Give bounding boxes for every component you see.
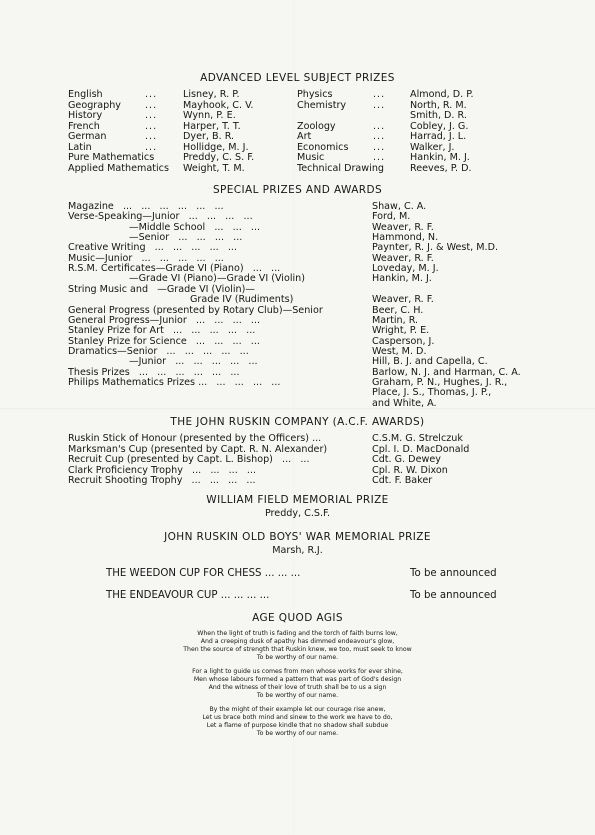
award-label: —Middle School ... ... ... bbox=[68, 221, 261, 233]
prize-winner: Lisney, R. P. bbox=[183, 89, 240, 100]
award-winner: Shaw, C. A. bbox=[372, 201, 427, 212]
award-winner: Hill, B. J. and Capella, C. bbox=[372, 356, 488, 368]
award-winner: Hammond, N. bbox=[372, 232, 439, 244]
leader-dots: ... bbox=[373, 120, 386, 132]
acf-award-winner: Cpl. I. D. MacDonald bbox=[372, 443, 470, 455]
prize-winner: Almond, D. P. bbox=[410, 89, 474, 100]
leader-dots: ... bbox=[145, 99, 158, 111]
subject-label: Geography bbox=[68, 99, 121, 111]
acf-award-winner: Cdt. G. Dewey bbox=[372, 454, 441, 465]
prize-winner: Harrad, J. L. bbox=[410, 131, 467, 142]
award-label: Philips Mathematics Prizes ... ... ... ... ... bbox=[68, 376, 281, 388]
award-label: —Senior ... ... ... ... bbox=[68, 232, 243, 244]
subject-label: Pure Mathematics bbox=[68, 152, 155, 163]
leader-dots: ... bbox=[373, 131, 386, 142]
leader-dots: ... bbox=[145, 120, 158, 132]
weedon-cup-value: To be announced bbox=[410, 568, 497, 579]
subject-label: Technical Drawing bbox=[297, 162, 384, 174]
award-label: —Junior ... ... ... ... ... bbox=[68, 356, 258, 368]
acf-award-winner: Cpl. R. W. Dixon bbox=[372, 464, 448, 476]
motto-heading: AGE QUOD AGIS bbox=[252, 612, 343, 624]
leader-dots: ... bbox=[145, 110, 158, 121]
award-winner: Weaver, R. F. bbox=[372, 252, 434, 264]
subject-label: Art bbox=[297, 131, 312, 142]
school-hymn-poem bbox=[0, 630, 595, 744]
poem-stanza bbox=[0, 706, 595, 738]
prize-winner: Hollidge, M. J. bbox=[183, 141, 249, 153]
award-winner: Weaver, R. F. bbox=[372, 221, 434, 233]
award-label: General Progress (presented by Rotary Club)—Senior bbox=[68, 304, 323, 316]
award-label: R.S.M. Certificates—Grade VI (Piano) ... ... bbox=[68, 263, 281, 275]
subject-label: Zoology bbox=[297, 120, 336, 132]
special-prizes-heading: SPECIAL PRIZES AND AWARDS bbox=[212, 184, 383, 196]
poem-line: Let us brace both mind and sinew to the work we have to do, bbox=[202, 714, 393, 721]
acf-award-winner: Cdt. F. Baker bbox=[372, 475, 433, 486]
field-memorial-heading: WILLIAM FIELD MEMORIAL PRIZE bbox=[206, 494, 389, 506]
acf-award-label: Ruskin Stick of Honour (presented by the Officers) ... bbox=[68, 433, 322, 444]
subject-label: Economics bbox=[297, 141, 349, 153]
poem-line: To be worthy of our name. bbox=[256, 692, 339, 699]
fold-crease-horizontal bbox=[0, 408, 595, 410]
subject-label: Music bbox=[297, 152, 325, 163]
award-winner: and White, A. bbox=[372, 397, 437, 409]
award-label: Dramatics—Senior ... ... ... ... ... bbox=[68, 345, 249, 357]
prize-winner: Smith, D. R. bbox=[410, 110, 467, 121]
prize-winner: Cobley, J. G. bbox=[410, 120, 469, 132]
leader-dots: ... bbox=[145, 89, 158, 100]
award-label: Verse-Speaking—Junior ... ... ... ... bbox=[68, 211, 253, 223]
prize-winner: Harper, T. T. bbox=[183, 120, 241, 132]
subject-label: History bbox=[68, 110, 103, 121]
poem-line: And a creeping dusk of apathy has dimmed endeavour's glow, bbox=[200, 638, 395, 645]
endeavour-cup-value: To be announced bbox=[410, 590, 497, 601]
award-winner: Casperson, J. bbox=[372, 335, 435, 347]
poem-line: For a light to guide us comes from men whose works for ever shine, bbox=[192, 668, 403, 675]
award-label: Creative Writing ... ... ... ... ... bbox=[68, 242, 238, 254]
prize-winner: Reeves, P. D. bbox=[410, 162, 472, 174]
award-winner: Paynter, R. J. & West, M.D. bbox=[372, 242, 499, 254]
award-winner: Weaver, R. F. bbox=[372, 294, 434, 306]
award-winner: Graham, P. N., Hughes, J. R., bbox=[372, 376, 508, 388]
award-label: Thesis Prizes ... ... ... ... ... ... bbox=[68, 366, 240, 378]
prize-winner: Mayhook, C. V. bbox=[183, 99, 254, 111]
prize-winner: Wynn, P. E. bbox=[183, 110, 236, 121]
leader-dots: ... bbox=[145, 131, 158, 142]
award-winner: Beer, C. H. bbox=[372, 304, 424, 316]
endeavour-cup-label: THE ENDEAVOUR CUP ... ... ... ... bbox=[106, 590, 270, 601]
poem-line: To be worthy of our name. bbox=[256, 654, 339, 661]
award-winner: Place, J. S., Thomas, J. P., bbox=[372, 387, 492, 399]
poem-line: To be worthy of our name. bbox=[256, 730, 339, 737]
leader-dots: ... bbox=[373, 99, 386, 111]
subject-label: Chemistry bbox=[297, 99, 347, 111]
subject-label: English bbox=[68, 89, 103, 100]
subject-label: German bbox=[68, 131, 107, 142]
advanced-level-heading: ADVANCED LEVEL SUBJECT PRIZES bbox=[200, 72, 395, 84]
poem-stanza bbox=[0, 630, 595, 662]
award-label: String Music and —Grade VI (Violin)— bbox=[68, 283, 255, 295]
acf-award-label: Marksman's Cup (presented by Capt. R. N. Alexander) bbox=[68, 443, 328, 455]
subject-label: Physics bbox=[297, 89, 333, 100]
prize-winner: Walker, J. bbox=[410, 141, 455, 153]
award-winner: Loveday, M. J. bbox=[372, 263, 439, 275]
weedon-cup-label: THE WEEDON CUP FOR CHESS ... ... ... bbox=[106, 568, 301, 579]
leader-dots: ... bbox=[373, 141, 386, 153]
acf-award-label: Recruit Cup (presented by Capt. L. Bishop) ... ... bbox=[68, 454, 310, 465]
old-boys-prize-heading: JOHN RUSKIN OLD BOYS' WAR MEMORIAL PRIZE bbox=[164, 531, 431, 543]
award-winner: Martin, R. bbox=[372, 314, 419, 326]
poem-line: Men whose labours formed a pattern that was part of God's design bbox=[193, 676, 402, 683]
leader-dots: ... bbox=[145, 141, 158, 153]
field-memorial-winner: Preddy, C.S.F. bbox=[264, 508, 331, 519]
subject-label: French bbox=[68, 120, 100, 132]
leader-dots: ... bbox=[373, 89, 386, 100]
prize-winner: North, R. M. bbox=[410, 99, 467, 111]
award-label: Music—Junior ... ... ... ... ... bbox=[68, 252, 224, 264]
award-winner: Barlow, N. J. and Harman, C. A. bbox=[372, 366, 521, 378]
poem-line: By the might of their example let our courage rise anew, bbox=[209, 706, 386, 713]
prize-winner: Preddy, C. S. F. bbox=[183, 152, 255, 163]
old-boys-prize-winner: Marsh, R.J. bbox=[272, 545, 323, 556]
award-winner: Hankin, M. J. bbox=[372, 273, 432, 285]
poem-line: And the witness of their love of truth shall be to us a sign bbox=[208, 684, 387, 691]
acf-award-winner: C.S.M. G. Strelczuk bbox=[372, 433, 463, 444]
award-winner: Ford, M. bbox=[372, 211, 411, 223]
prize-winner: Dyer, B. R. bbox=[183, 131, 235, 142]
award-label: Stanley Prize for Art ... ... ... ... ... bbox=[68, 325, 256, 337]
subject-label: Latin bbox=[68, 141, 92, 153]
poem-line: Let a flame of purpose kindle that no shadow shall subdue bbox=[206, 722, 389, 729]
acf-award-label: Clark Proficiency Trophy ... ... ... ... bbox=[68, 464, 257, 476]
award-winner: Wright, P. E. bbox=[372, 325, 430, 337]
award-label: Stanley Prize for Science ... ... ... ... bbox=[68, 335, 260, 347]
prize-winner: Hankin, M. J. bbox=[410, 152, 470, 163]
poem-line: Then the source of strength that Ruskin knew, we too, must seek to know bbox=[183, 646, 412, 653]
prize-winner: Weight, T. M. bbox=[183, 162, 245, 174]
award-label: —Grade VI (Piano)—Grade VI (Violin) bbox=[68, 273, 306, 285]
award-label: Magazine ... ... ... ... ... ... bbox=[68, 201, 224, 212]
subject-label: Applied Mathematics bbox=[68, 162, 169, 174]
ruskin-company-heading: THE JOHN RUSKIN COMPANY (A.C.F. AWARDS) bbox=[170, 416, 425, 428]
acf-award-label: Recruit Shooting Trophy ... ... ... ... bbox=[68, 475, 256, 486]
leader-dots: ... bbox=[373, 152, 386, 163]
award-label: General Progress—Junior ... ... ... ... bbox=[68, 314, 261, 326]
poem-line: When the light of truth is fading and the torch of faith burns low, bbox=[197, 630, 398, 637]
award-label: Grade IV (Rudiments) bbox=[68, 294, 294, 306]
award-winner: West, M. D. bbox=[372, 345, 427, 357]
poem-stanza bbox=[0, 668, 595, 700]
